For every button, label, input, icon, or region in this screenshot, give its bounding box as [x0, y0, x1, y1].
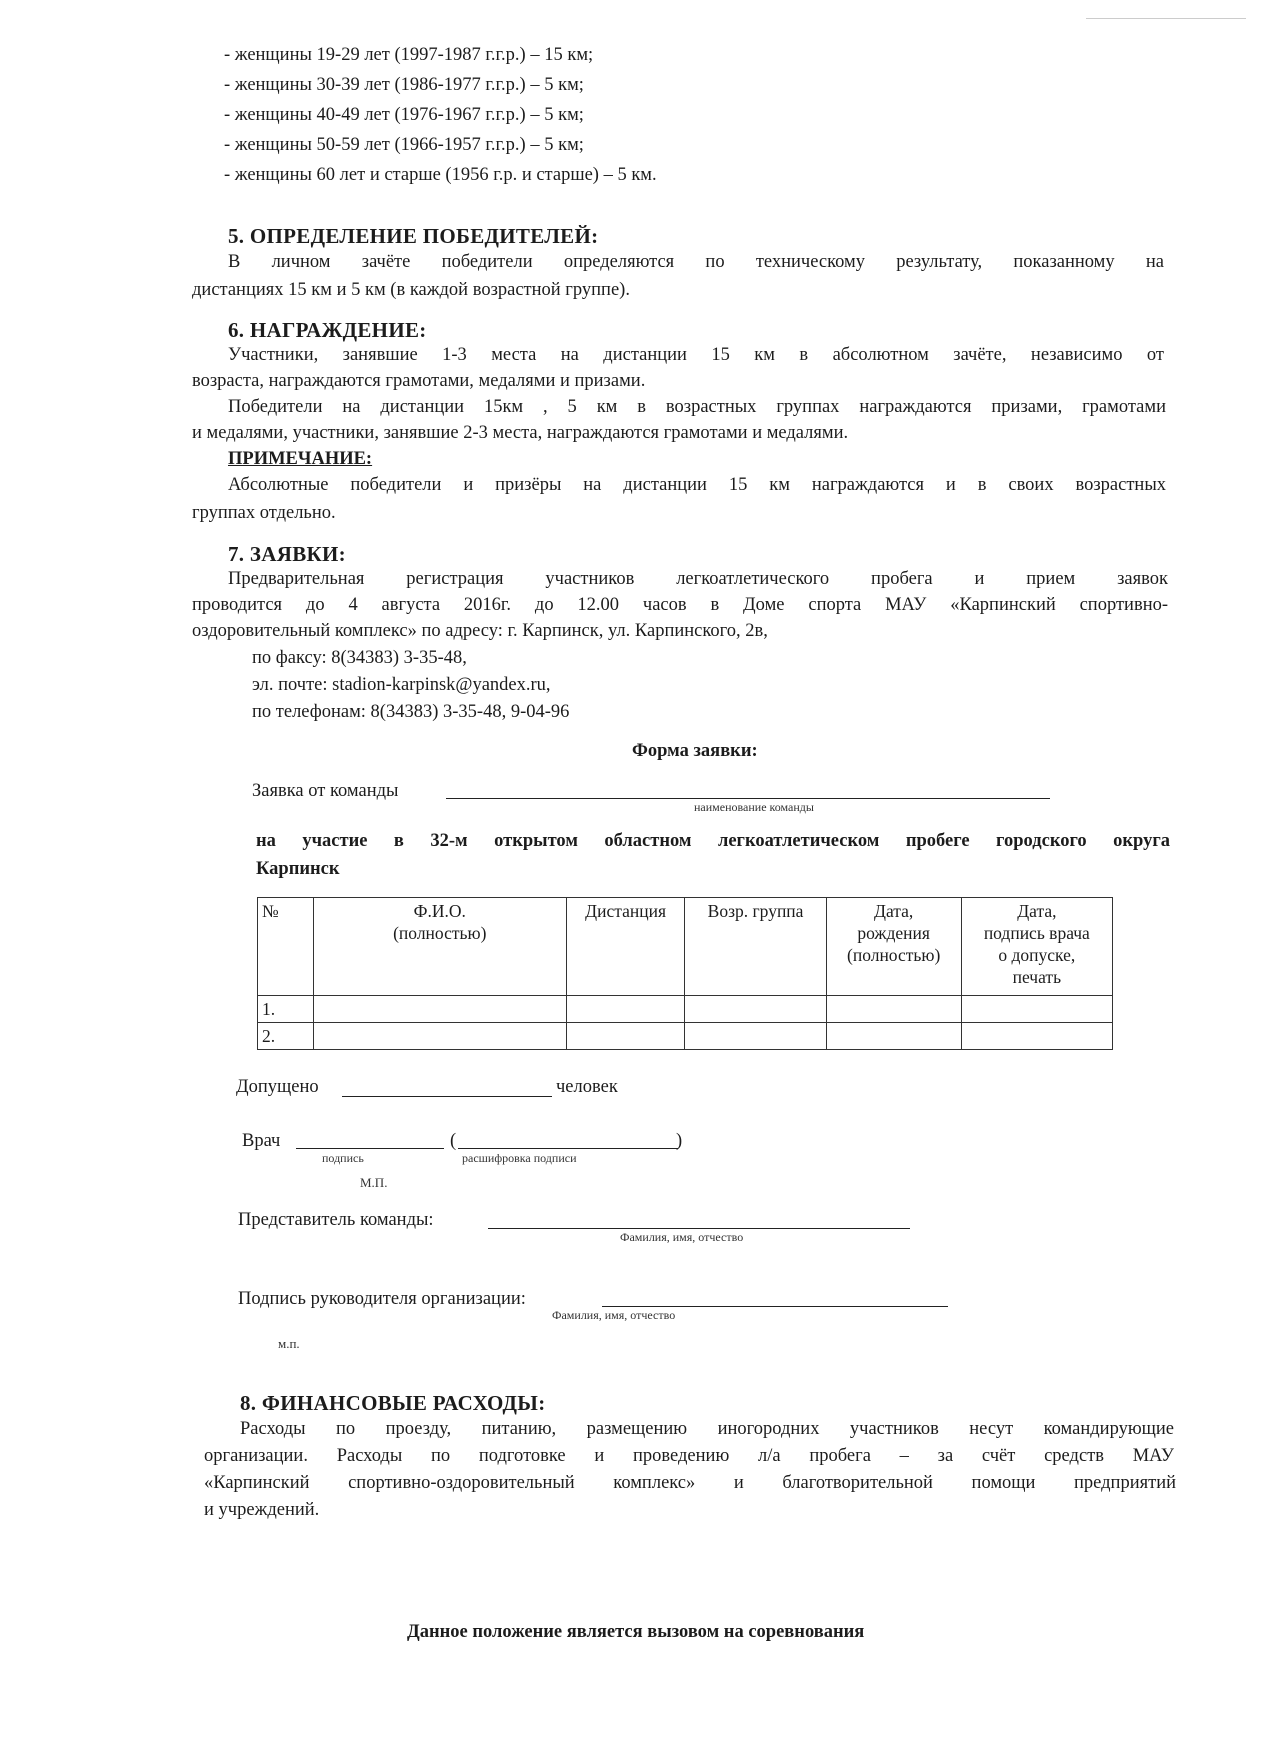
header-doc-3: о допуске,	[998, 945, 1076, 965]
age-group-4: - женщины 50-59 лет (1966-1957 г.г.р.) – 5 км;	[224, 135, 584, 155]
table-row	[258, 1023, 1113, 1050]
header-fio	[313, 898, 566, 996]
section7-line-2: проводится до 4 августа 2016г. до 12.00 часов в Доме спорта МАУ «Карпинский спортивно-	[192, 595, 1168, 615]
head-signature-line[interactable]	[602, 1306, 948, 1307]
decode-caption: расшифровка подписи	[462, 1151, 577, 1165]
table-cell[interactable]	[313, 1023, 566, 1050]
table-cell[interactable]	[826, 1023, 961, 1050]
header-fio-2: (полностью)	[393, 923, 487, 943]
section6-line-3: Победители на дистанции 15км , 5 км в возрастных группах награждаются призами, грамотами	[228, 397, 1166, 417]
sign-caption: подпись	[322, 1151, 364, 1165]
section8-line-3: «Карпинский спортивно-оздоровительный комплекс» и благотворительной помощи предприятий	[204, 1473, 1176, 1493]
form-title: Форма заявки:	[632, 741, 758, 761]
rep-label: Представитель команды:	[238, 1210, 434, 1230]
note-line-1: Абсолютные победители и призёры на дистанции 15 км награждаются и в своих возрастных	[228, 475, 1166, 495]
section8-line-2: организации. Расходы по подготовке и проведению л/а пробега – за счёт средств МАУ	[204, 1446, 1174, 1466]
header-doc-4: печать	[1012, 967, 1062, 987]
section7-line-3: оздоровительный комплекс» по адресу: г. Карпинск, ул. Карпинского, 2в,	[192, 621, 768, 641]
header-birth-2: рождения	[857, 923, 930, 943]
admitted-label: Допущено	[236, 1077, 319, 1097]
team-label: Заявка от команды	[252, 781, 399, 801]
header-distance: Дистанция	[566, 898, 685, 996]
section6-line-2: возраста, награждаются грамотами, медалями и призами.	[192, 371, 646, 391]
stamp-mark-2: м.п.	[278, 1336, 300, 1351]
section5-title: 5. ОПРЕДЕЛЕНИЕ ПОБЕДИТЕЛЕЙ:	[228, 224, 599, 248]
section6-line-4: и медалями, участники, занявшие 2-3 места, награждаются грамотами и медалями.	[192, 423, 849, 443]
header-age-group: Возр. группа	[685, 898, 826, 996]
rep-name-line[interactable]	[488, 1228, 910, 1229]
head-caption: Фамилия, имя, отчество	[552, 1308, 676, 1322]
row-number: 1.	[258, 996, 314, 1023]
section6-title: 6. НАГРАЖДЕНИЕ:	[228, 318, 427, 342]
header-birth-date	[826, 898, 961, 996]
head-label: Подпись руководителя организации:	[238, 1289, 526, 1309]
contact-fax: по факсу: 8(34383) 3-35-48,	[252, 648, 467, 668]
note-label: ПРИМЕЧАНИЕ:	[228, 449, 373, 469]
header-birth-1: Дата,	[874, 901, 914, 921]
section8-line-1: Расходы по проезду, питанию, размещению иногородних участников несут командирующие	[240, 1419, 1174, 1439]
section5-line-1: В личном зачёте победители определяются по техническому результату, показанному на	[228, 252, 1164, 272]
note-line-2: группах отдельно.	[192, 503, 336, 523]
table-cell[interactable]	[313, 996, 566, 1023]
section5-line-2: дистанциях 15 км и 5 км (в каждой возрастной группе).	[192, 280, 630, 300]
section6-line-1: Участники, занявшие 1-3 места на дистанции 15 км в абсолютном зачёте, независимо от	[228, 345, 1164, 365]
header-number: №	[258, 898, 314, 996]
table-row	[258, 996, 1113, 1023]
age-group-3: - женщины 40-49 лет (1976-1967 г.г.р.) – 5 км;	[224, 105, 584, 125]
header-doctor-signature	[961, 898, 1112, 996]
contact-phone: по телефонам: 8(34383) 3-35-48, 9-04-96	[252, 702, 570, 722]
doctor-signature-line[interactable]	[296, 1148, 444, 1149]
admitted-suffix: человек	[556, 1077, 618, 1097]
age-group-1: - женщины 19-29 лет (1997-1987 г.г.р.) – 15 км;	[224, 45, 594, 65]
table-cell[interactable]	[566, 1023, 685, 1050]
table-cell[interactable]	[961, 996, 1112, 1023]
table-cell[interactable]	[685, 1023, 826, 1050]
paren-open: (	[450, 1131, 457, 1151]
header-doc-2: подпись врача	[983, 923, 1090, 943]
table-cell[interactable]	[566, 996, 685, 1023]
age-group-2: - женщины 30-39 лет (1986-1977 г.г.р.) – 5 км;	[224, 75, 584, 95]
section8-title: 8. ФИНАНСОВЫЕ РАСХОДЫ:	[240, 1391, 546, 1415]
header-fio-1: Ф.И.О.	[413, 901, 466, 921]
doctor-label: Врач	[242, 1131, 281, 1151]
row-number: 2.	[258, 1023, 314, 1050]
footer-note: Данное положение является вызовом на соревнования	[407, 1622, 865, 1642]
contact-email: эл. почте: stadion-karpinsk@yandex.ru,	[252, 675, 551, 695]
participation-line-2: Карпинск	[256, 859, 340, 879]
admitted-count-line[interactable]	[342, 1096, 552, 1097]
section7-title: 7. ЗАЯВКИ:	[228, 542, 346, 566]
table-header-row	[258, 898, 1113, 996]
header-doc-1: Дата,	[1017, 901, 1057, 921]
rep-caption: Фамилия, имя, отчество	[620, 1230, 744, 1244]
table-cell[interactable]	[961, 1023, 1112, 1050]
team-caption: наименование команды	[694, 800, 814, 814]
table-cell[interactable]	[826, 996, 961, 1023]
doctor-name-line[interactable]	[458, 1148, 678, 1149]
application-table	[257, 897, 1113, 1050]
stamp-mark: М.П.	[360, 1175, 388, 1190]
team-name-line[interactable]	[446, 798, 1050, 799]
header-birth-3: (полностью)	[847, 945, 941, 965]
paren-close: )	[676, 1131, 683, 1151]
section7-line-1: Предварительная регистрация участников легкоатлетического пробега и прием заявок	[228, 569, 1168, 589]
age-group-5: - женщины 60 лет и старше (1956 г.р. и старше) – 5 км.	[224, 165, 657, 185]
participation-line-1: на участие в 32-м открытом областном легкоатлетическом пробеге городского округа	[256, 831, 1170, 851]
table-cell[interactable]	[685, 996, 826, 1023]
section8-line-4: и учреждений.	[204, 1500, 320, 1520]
